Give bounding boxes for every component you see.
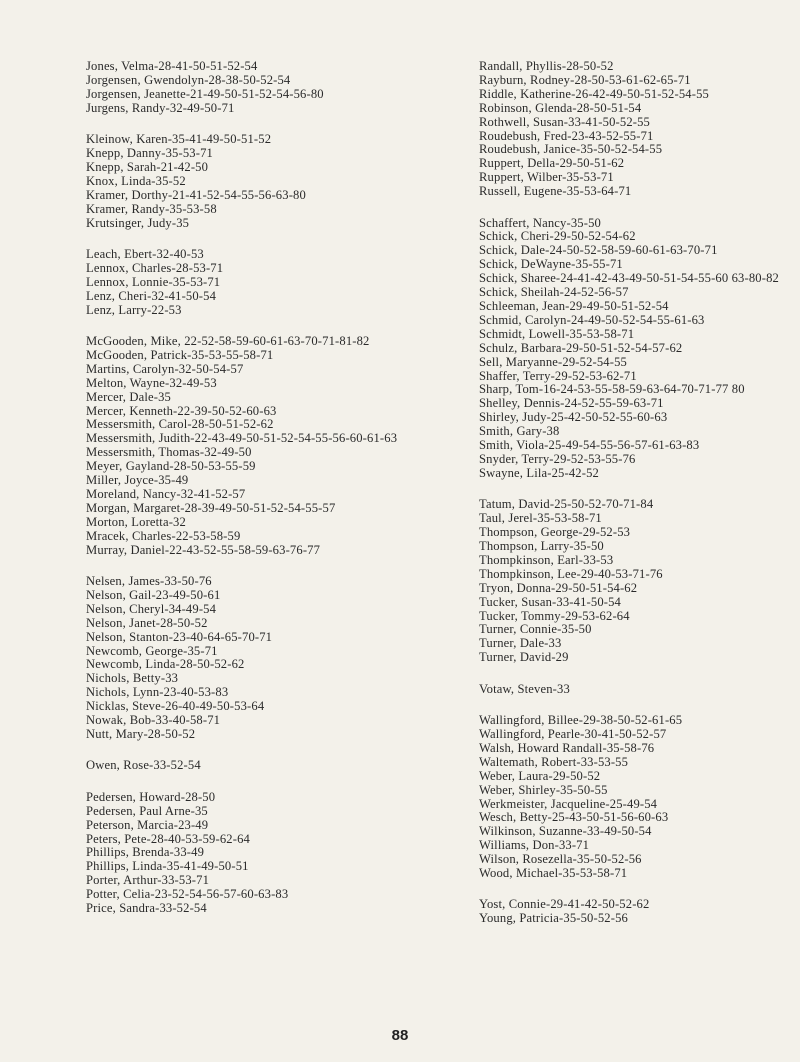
index-entry: Schick, Cheri-29-50-52-54-62 — [479, 229, 636, 244]
index-entry: Thompson, George-29-52-53 — [479, 525, 631, 540]
index-entry: Kramer, Dorthy-21-41-52-54-55-56-63-80 — [86, 187, 306, 202]
index-entry: Potter, Celia-23-52-54-56-57-60-63-83 — [86, 887, 289, 902]
index-entry: Nelsen, James-33-50-76 — [86, 574, 212, 588]
index-entry: Moreland, Nancy-32-41-52-57 — [86, 486, 246, 501]
index-entry: Nichols, Betty-33 — [86, 671, 179, 686]
index-entry: McGooden, Mike, 22-52-58-59-60-61-63-70-71-81-82 — [86, 334, 370, 348]
index-entry: Meyer, Gayland-28-50-53-55-59 — [86, 459, 256, 474]
index-entry: Shelley, Dennis-24-52-55-59-63-71 — [479, 396, 664, 411]
index-entry: Wood, Michael-35-53-58-71 — [479, 866, 628, 881]
index-entry: Randall, Phyllis-28-50-52 — [479, 59, 614, 73]
index-entry: Ruppert, Wilber-35-53-71 — [479, 170, 614, 185]
index-entry: Schick, Sharee-24-41-42-43-49-50-51-54-55-60 63-80-82 — [479, 271, 779, 286]
index-entry: Schick, Sheilah-24-52-56-57 — [479, 285, 629, 300]
letter-group — [479, 898, 797, 926]
index-entry: Knepp, Danny-35-53-71 — [86, 146, 213, 161]
index-entry: Tatum, David-25-50-52-70-71-84 — [479, 497, 654, 512]
letter-group — [86, 133, 436, 230]
letter-group — [86, 791, 436, 916]
index-entry: Schleeman, Jean-29-49-50-51-52-54 — [479, 299, 669, 313]
index-entry: Morgan, Margaret-28-39-49-50-51-52-54-55-57 — [86, 500, 336, 515]
index-entry: Lenz, Cheri-32-41-50-54 — [86, 288, 217, 303]
index-entry: Newcomb, Linda-28-50-52-62 — [86, 657, 245, 672]
index-entry: Thompkinson, Lee-29-40-53-71-76 — [479, 566, 663, 581]
index-entry: Yost, Connie-29-41-42-50-52-62 — [479, 897, 650, 912]
index-entry: Schmid, Carolyn-24-49-50-52-54-55-61-63 — [479, 312, 705, 327]
letter-group — [86, 335, 436, 558]
index-entry: Tucker, Susan-33-41-50-54 — [479, 594, 621, 609]
index-entry: Votaw, Steven-33 — [479, 681, 570, 696]
index-entry: Mracek, Charles-22-53-58-59 — [86, 528, 241, 543]
index-entry: Newcomb, George-35-71 — [86, 643, 218, 658]
index-entry: Nelson, Stanton-23-40-64-65-70-71 — [86, 629, 273, 644]
index-entry: Jones, Velma-28-41-50-51-52-54 — [86, 59, 258, 73]
index-entry: Knepp, Sarah-21-42-50 — [86, 159, 209, 174]
index-entry: Snyder, Terry-29-52-53-55-76 — [479, 451, 636, 466]
index-entry: Mercer, Kenneth-22-39-50-52-60-63 — [86, 403, 277, 418]
index-entry: Nelson, Cheryl-34-49-54 — [86, 601, 217, 616]
index-entry: Porter, Arthur-33-53-71 — [86, 873, 210, 888]
index-entry: Tryon, Donna-29-50-51-54-62 — [479, 580, 638, 595]
index-entry: Taul, Jerel-35-53-58-71 — [479, 511, 602, 526]
index-entry: Shaffer, Terry-29-52-53-62-71 — [479, 368, 637, 383]
letter-group — [86, 248, 436, 318]
index-entry: Turner, Dale-33 — [479, 636, 562, 651]
index-entry: Turner, Connie-35-50 — [479, 622, 592, 637]
index-entry: Krutsinger, Judy-35 — [86, 215, 190, 230]
index-entry: Schick, Dale-24-50-52-58-59-60-61-63-70-71 — [479, 243, 718, 258]
index-entry: Smith, Gary-38 — [479, 424, 560, 439]
index-entry: Waltemath, Robert-33-53-55 — [479, 754, 629, 769]
letter-group — [86, 575, 436, 742]
index-entry: Peters, Pete-28-40-53-59-62-64 — [86, 831, 250, 846]
index-entry: Murray, Daniel-22-43-52-55-58-59-63-76-77 — [86, 542, 321, 557]
index-entry: Messersmith, Carol-28-50-51-52-62 — [86, 417, 274, 432]
index-entry: Ruppert, Della-29-50-51-62 — [479, 156, 625, 171]
index-entry: Nowak, Bob-33-40-58-71 — [86, 713, 221, 728]
letter-group — [479, 714, 797, 881]
letter-group — [479, 217, 797, 481]
index-entry: Thompson, Larry-35-50 — [479, 539, 604, 553]
letter-group — [479, 683, 797, 697]
index-entry: Robinson, Glenda-28-50-51-54 — [479, 100, 642, 115]
index-entry: Messersmith, Thomas-32-49-50 — [86, 445, 252, 460]
index-entry: Wallingford, Billee-29-38-50-52-61-65 — [479, 713, 683, 728]
index-entry: Pedersen, Howard-28-50 — [86, 789, 216, 804]
index-entry: Martins, Carolyn-32-50-54-57 — [86, 361, 244, 376]
index-column-right — [479, 60, 797, 944]
index-entry: Peterson, Marcia-23-49 — [86, 817, 209, 832]
index-entry: Nelson, Janet-28-50-52 — [86, 615, 208, 630]
index-entry: Messersmith, Judith-22-43-49-50-51-52-54-55-56-60-61-63 — [86, 431, 398, 446]
index-entry: Rayburn, Rodney-28-50-53-61-62-65-71 — [479, 72, 691, 87]
index-entry: Phillips, Brenda-33-49 — [86, 845, 205, 860]
index-entry: Lennox, Charles-28-53-71 — [86, 260, 224, 275]
index-entry: Wilkinson, Suzanne-33-49-50-54 — [479, 824, 652, 839]
index-entry: Werkmeister, Jacqueline-25-49-54 — [479, 796, 658, 811]
index-entry: Owen, Rose-33-52-54 — [86, 758, 201, 773]
index-entry: Tucker, Tommy-29-53-62-64 — [479, 608, 630, 623]
index-entry: Leach, Ebert-32-40-53 — [86, 246, 204, 261]
index-entry: Wallingford, Pearle-30-41-50-52-57 — [479, 726, 667, 741]
index-entry: Kramer, Randy-35-53-58 — [86, 201, 217, 216]
index-entry: Wesch, Betty-25-43-50-51-56-60-63 — [479, 810, 669, 825]
index-entry: Wilson, Rosezella-35-50-52-56 — [479, 852, 642, 867]
letter-group — [86, 759, 436, 773]
index-entry: Riddle, Katherine-26-42-49-50-51-52-54-55 — [479, 86, 709, 101]
index-entry: Schulz, Barbara-29-50-51-52-54-57-62 — [479, 340, 683, 355]
index-entry: Mercer, Dale-35 — [86, 389, 171, 404]
index-entry: Nutt, Mary-28-50-52 — [86, 726, 196, 741]
index-entry: Schaffert, Nancy-35-50 — [479, 215, 601, 230]
index-entry: Weber, Laura-29-50-52 — [479, 768, 601, 783]
index-column-left — [86, 60, 436, 933]
index-entry: Knox, Linda-35-52 — [86, 173, 186, 188]
index-entry: Young, Patricia-35-50-52-56 — [479, 911, 628, 926]
index-entry: Jurgens, Randy-32-49-50-71 — [86, 100, 235, 115]
index-entry: Williams, Don-33-71 — [479, 838, 590, 853]
index-entry: Nicklas, Steve-26-40-49-50-53-64 — [86, 699, 265, 714]
index-entry: Nichols, Lynn-23-40-53-83 — [86, 685, 229, 700]
index-entry: Thompkinson, Earl-33-53 — [479, 552, 614, 567]
index-entry: Sharp, Tom-16-24-53-55-58-59-63-64-70-71-77 80 — [479, 382, 745, 397]
index-entry: Swayne, Lila-25-42-52 — [479, 465, 599, 480]
index-entry: Nelson, Gail-23-49-50-61 — [86, 587, 221, 602]
index-entry: McGooden, Patrick-35-53-55-58-71 — [86, 347, 274, 362]
index-entry: Melton, Wayne-32-49-53 — [86, 375, 217, 390]
index-entry: Price, Sandra-33-52-54 — [86, 901, 207, 916]
index-entry: Weber, Shirley-35-50-55 — [479, 782, 608, 797]
index-entry: Kleinow, Karen-35-41-49-50-51-52 — [86, 132, 272, 147]
index-entry: Jorgensen, Gwendolyn-28-38-50-52-54 — [86, 72, 291, 87]
index-entry: Schmidt, Lowell-35-53-58-71 — [479, 326, 635, 341]
index-entry: Sell, Maryanne-29-52-54-55 — [479, 354, 627, 369]
index-entry: Schick, DeWayne-35-55-71 — [479, 257, 623, 272]
index-entry: Lenz, Larry-22-53 — [86, 302, 182, 317]
index-entry: Roudebush, Fred-23-43-52-55-71 — [479, 128, 654, 143]
index-entry: Russell, Eugene-35-53-64-71 — [479, 184, 632, 199]
index-entry: Shirley, Judy-25-42-50-52-55-60-63 — [479, 410, 668, 425]
index-entry: Phillips, Linda-35-41-49-50-51 — [86, 859, 249, 874]
letter-group — [86, 60, 436, 116]
index-entry: Pedersen, Paul Arne-35 — [86, 803, 208, 818]
index-entry: Smith, Viola-25-49-54-55-56-57-61-63-83 — [479, 438, 700, 453]
index-entry: Walsh, Howard Randall-35-58-76 — [479, 740, 655, 755]
index-entry: Morton, Loretta-32 — [86, 514, 186, 529]
index-entry: Rothwell, Susan-33-41-50-52-55 — [479, 114, 650, 129]
page-number: 88 — [391, 1027, 409, 1044]
letter-group — [479, 498, 797, 665]
letter-group — [479, 60, 797, 199]
index-entry: Jorgensen, Jeanette-21-49-50-51-52-54-56-80 — [86, 86, 324, 101]
index-entry: Miller, Joyce-35-49 — [86, 473, 189, 488]
index-entry: Turner, David-29 — [479, 650, 569, 665]
index-entry: Lennox, Lonnie-35-53-71 — [86, 274, 221, 289]
index-entry: Roudebush, Janice-35-50-52-54-55 — [479, 142, 663, 157]
